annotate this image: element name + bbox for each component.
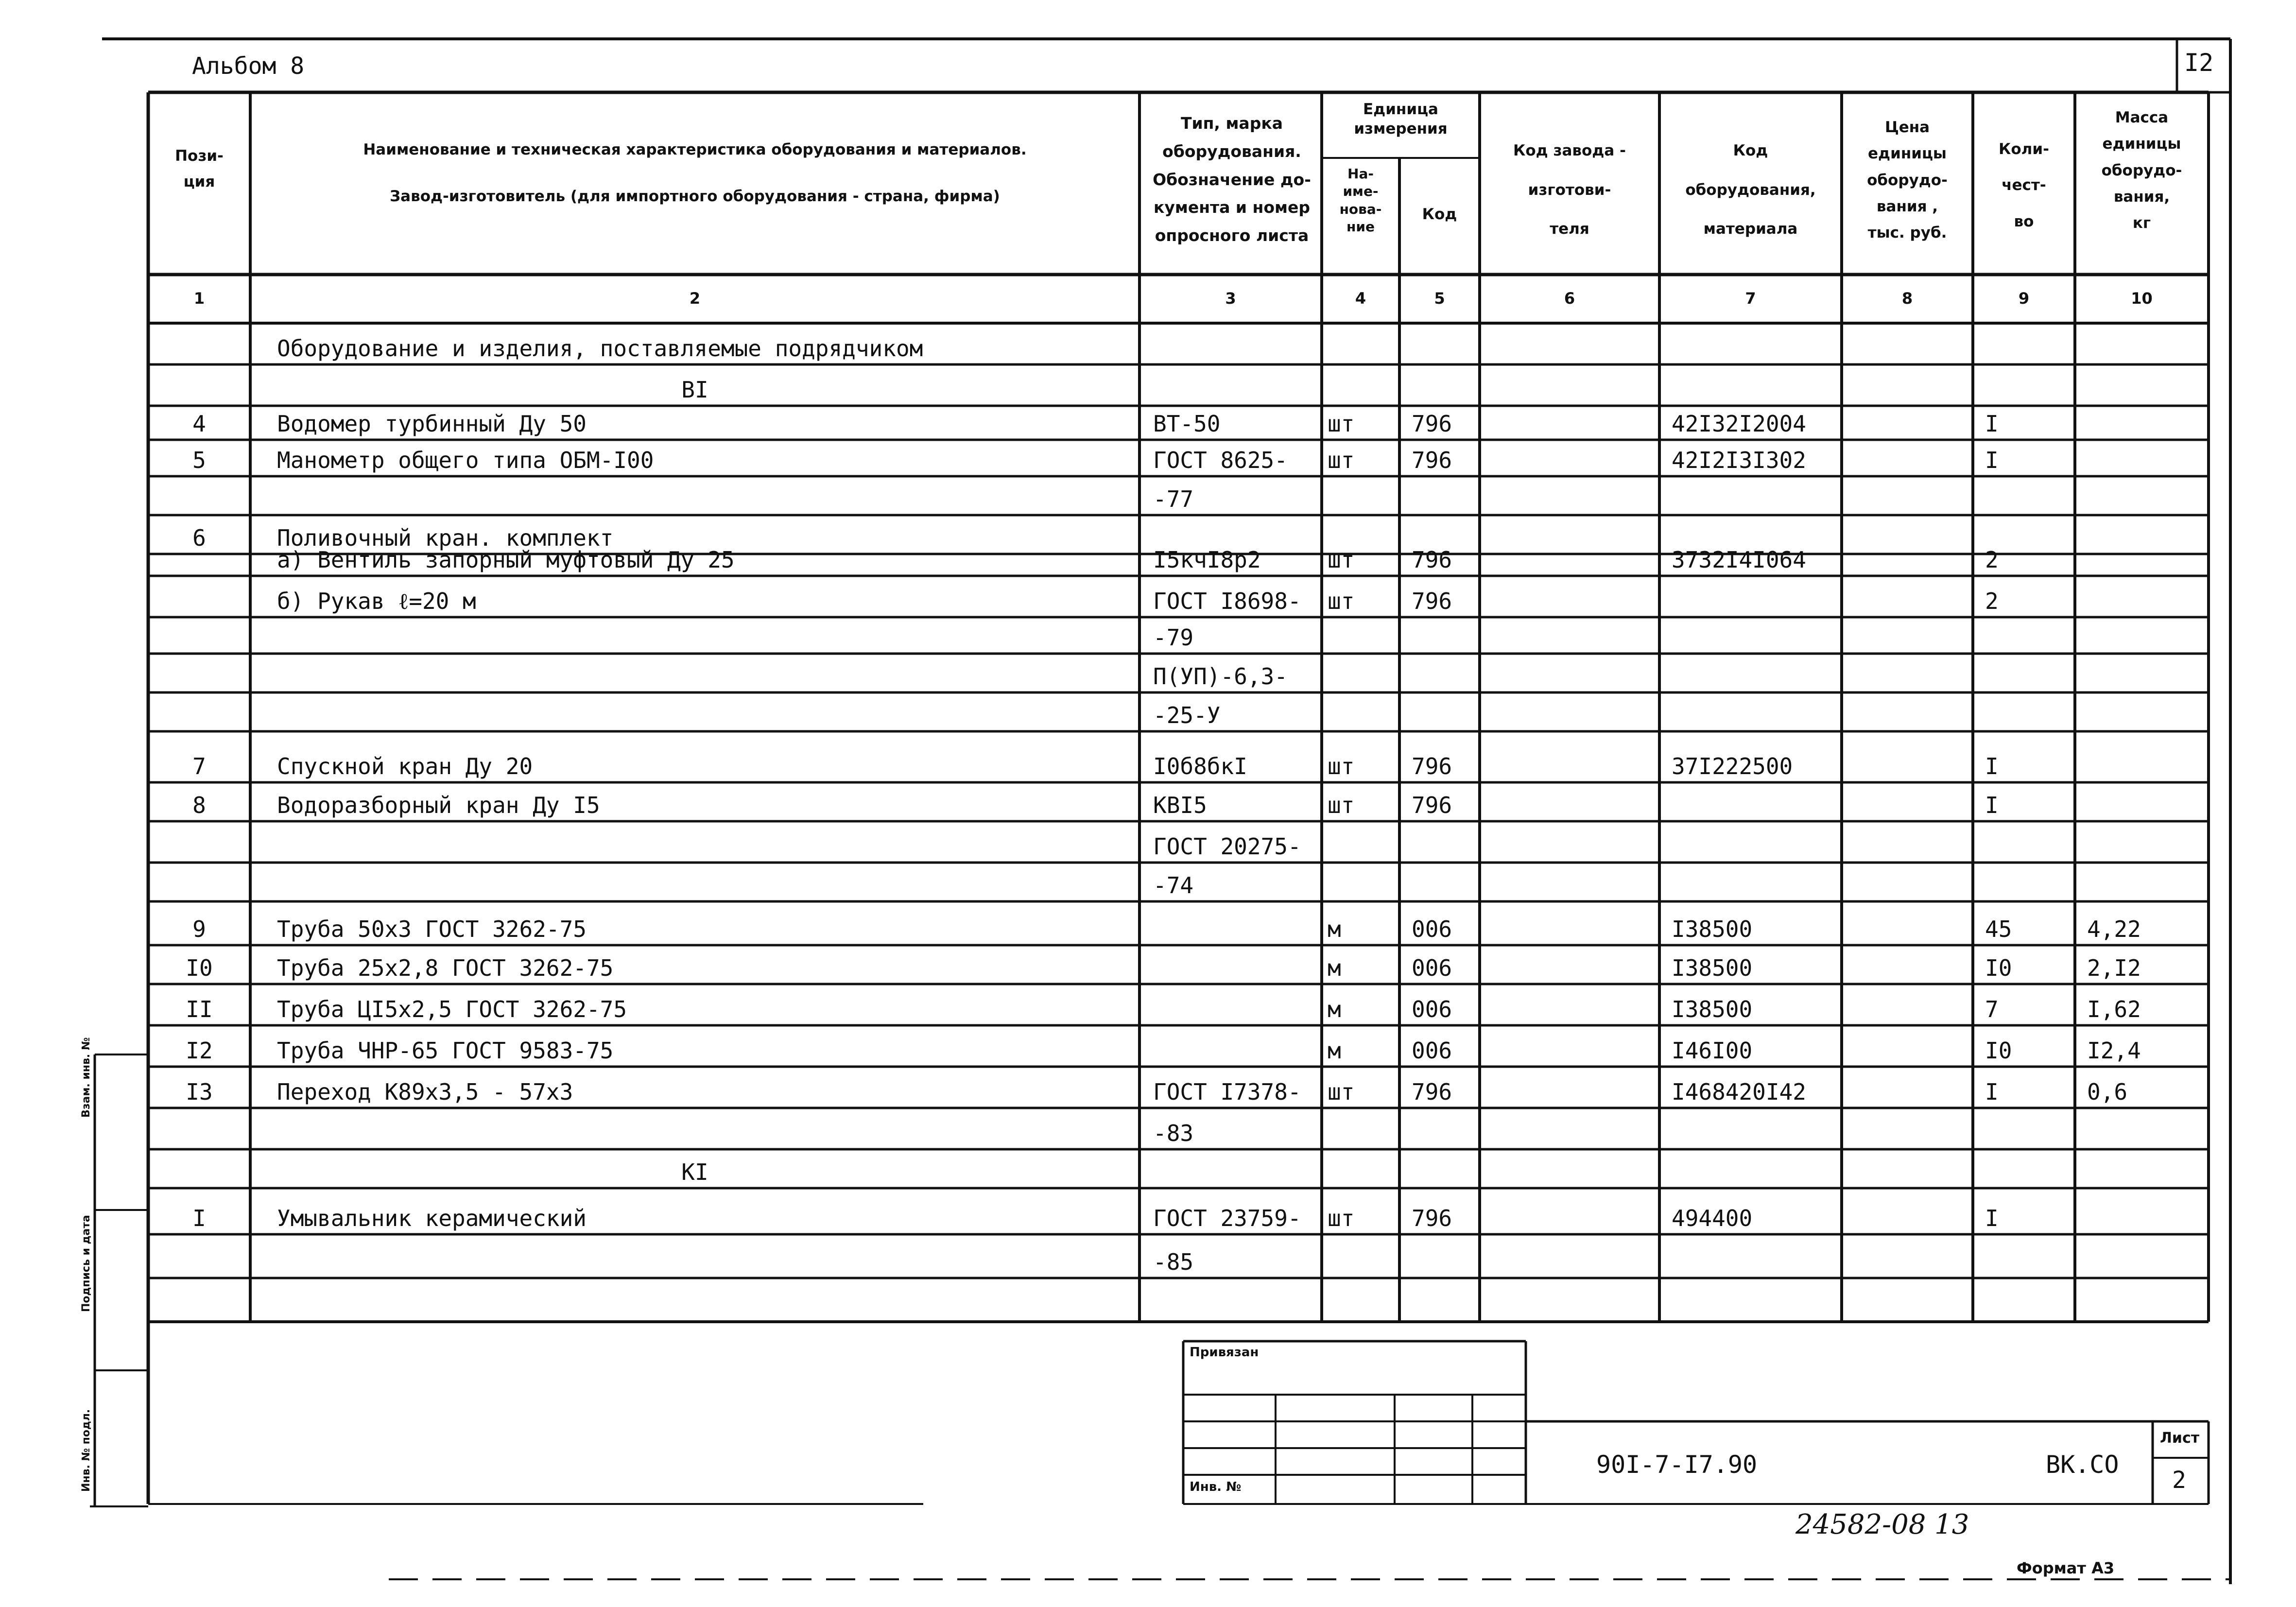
- cell-unit: шт: [1328, 1079, 1355, 1105]
- cell-code: 006: [1412, 916, 1452, 942]
- cell-name: Труба ЧНР-65 ГОСТ 9583-75: [277, 1037, 614, 1064]
- cell-name: Водоразборный кран Ду I5: [277, 792, 600, 818]
- cell-name: Манометр общего типа ОБМ-I00: [277, 447, 654, 473]
- cell-pos: 7: [192, 753, 206, 779]
- header-factory-code: Код завода - изготови- теля: [1513, 142, 1626, 238]
- cell-mass: 2,I2: [2087, 955, 2141, 981]
- cell-type: ВТ-50: [1153, 411, 1221, 437]
- cell-mass: I,62: [2087, 996, 2141, 1022]
- cell-equip: 494400: [1672, 1205, 1753, 1231]
- cell-qty: I: [1985, 1079, 1999, 1105]
- cell-unit: м: [1328, 996, 1341, 1022]
- cell-equip: 42I32I2004: [1672, 411, 1806, 437]
- cell-name: Труба 50x3 ГОСТ 3262-75: [277, 916, 587, 942]
- column-number: 9: [2018, 289, 2030, 308]
- cell-type: ГОСТ 20275-: [1153, 833, 1301, 860]
- cell-type: I5кчI8р2: [1153, 547, 1261, 573]
- cell-pos: 6: [192, 525, 206, 551]
- cell-pos: I2: [186, 1037, 213, 1064]
- cell-name: KI: [681, 1159, 708, 1185]
- section-code: ВК.СО: [2046, 1451, 2119, 1479]
- header-unit-group: Единица измерения: [1354, 101, 1448, 138]
- cell-name: Умывальник керамический: [277, 1205, 587, 1231]
- column-number: 6: [1564, 289, 1575, 308]
- cell-pos: I: [192, 1205, 206, 1231]
- header-unit-code: Код: [1422, 206, 1457, 223]
- column-number: 5: [1434, 289, 1445, 308]
- cell-name: Спускной кран Ду 20: [277, 753, 533, 779]
- format-label: Формат А3: [2017, 1559, 2115, 1577]
- header-unit-name: На- име- нова- ние: [1339, 166, 1382, 235]
- cell-qty: I0: [1985, 955, 2012, 981]
- sheet-number: 2: [2172, 1467, 2186, 1494]
- cell-code: 006: [1412, 1037, 1452, 1064]
- cell-qty: I: [1985, 792, 1999, 818]
- cell-code: 006: [1412, 996, 1452, 1022]
- sheet-label: Лист: [2160, 1430, 2200, 1447]
- cell-type: -85: [1153, 1249, 1194, 1275]
- cell-qty: I: [1985, 753, 1999, 779]
- header-quantity: Коли- чест- во: [1999, 140, 2049, 230]
- cell-type: -83: [1153, 1120, 1194, 1146]
- cell-name: Водомер турбинный Ду 50: [277, 411, 587, 437]
- cell-name: Переход К89x3,5 - 57x3: [277, 1079, 573, 1105]
- cell-code: 796: [1412, 792, 1452, 818]
- cell-type: ГОСТ I8698-: [1153, 588, 1301, 614]
- handwritten-number: 24582-08 13: [1795, 1509, 1969, 1540]
- cell-pos: 9: [192, 916, 206, 942]
- cell-type: -74: [1153, 872, 1194, 899]
- column-number: 10: [2131, 289, 2153, 308]
- cell-qty: 7: [1985, 996, 1999, 1022]
- cell-code: 796: [1412, 588, 1452, 614]
- cell-code: 796: [1412, 1079, 1452, 1105]
- cell-name: Труба 25x2,8 ГОСТ 3262-75: [277, 955, 614, 981]
- album-label: Альбом 8: [192, 52, 305, 80]
- cell-type: -79: [1153, 624, 1194, 651]
- cell-qty: I: [1985, 411, 1999, 437]
- cell-code: 006: [1412, 955, 1452, 981]
- column-number: 3: [1225, 289, 1236, 308]
- cell-equip: 37I222500: [1672, 753, 1793, 779]
- cell-type: ГОСТ I7378-: [1153, 1079, 1301, 1105]
- cell-unit: м: [1328, 1037, 1341, 1064]
- cell-type: ГОСТ 23759-: [1153, 1205, 1301, 1231]
- cell-equip: I38500: [1672, 955, 1753, 981]
- inventory-number-label: Инв. №: [1190, 1480, 1242, 1494]
- cell-qty: I0: [1985, 1037, 2012, 1064]
- column-number: 4: [1355, 289, 1366, 308]
- cell-type: -77: [1153, 486, 1194, 512]
- cell-unit: шт: [1328, 1205, 1355, 1231]
- cell-name: BI: [681, 377, 708, 403]
- cell-pos: II: [186, 996, 213, 1022]
- column-number: 8: [1901, 289, 1913, 308]
- cell-mass: I2,4: [2087, 1037, 2141, 1064]
- cell-unit: шт: [1328, 588, 1355, 614]
- cell-name: а) Вентиль запорный муфтовый Ду 25: [277, 547, 735, 573]
- side-stamp-original: Инв. № подл.: [80, 1409, 92, 1492]
- cell-qty: I: [1985, 447, 1999, 473]
- cell-code: 796: [1412, 447, 1452, 473]
- cell-qty: 2: [1985, 588, 1999, 614]
- cell-type: -25-У: [1153, 702, 1221, 728]
- column-number: 1: [193, 289, 205, 308]
- cell-unit: м: [1328, 916, 1341, 942]
- cell-unit: м: [1328, 955, 1341, 981]
- cell-qty: I: [1985, 1205, 1999, 1231]
- cell-equip: I38500: [1672, 996, 1753, 1022]
- cell-code: 796: [1412, 411, 1452, 437]
- cell-equip: 42I2I3I302: [1672, 447, 1806, 473]
- cell-qty: 45: [1985, 916, 2012, 942]
- document-code: 90I-7-I7.90: [1596, 1451, 1758, 1479]
- cell-unit: шт: [1328, 753, 1355, 779]
- side-stamp-inventory: Взам. инв. №: [80, 1037, 92, 1118]
- header-unit-mass: Масса единицы оборудо- вания, кг: [2101, 109, 2182, 232]
- cell-name: б) Рукав ℓ=20 м: [277, 588, 476, 614]
- bound-label: Привязан: [1190, 1345, 1259, 1360]
- cell-unit: шт: [1328, 411, 1355, 437]
- cell-unit: шт: [1328, 547, 1355, 573]
- cell-type: I0б8бкI: [1153, 753, 1247, 779]
- cell-type: ГОСТ 8625-: [1153, 447, 1288, 473]
- cell-name: Поливочный кран. комплект: [277, 525, 614, 551]
- header-position: Пози- ция: [175, 147, 224, 190]
- cell-pos: 8: [192, 792, 206, 818]
- cell-name: Оборудование и изделия, поставляемые подрядчиком: [277, 335, 923, 362]
- page-corner-number: I2: [2184, 49, 2214, 77]
- cell-equip: I38500: [1672, 916, 1753, 942]
- side-stamp-signature: Подпись и дата: [80, 1215, 92, 1312]
- cell-unit: шт: [1328, 447, 1355, 473]
- cell-pos: 5: [192, 447, 206, 473]
- cell-name: Труба ЦI5x2,5 ГОСТ 3262-75: [277, 996, 627, 1022]
- cell-mass: 4,22: [2087, 916, 2141, 942]
- cell-type: П(УП)-6,3-: [1153, 663, 1288, 690]
- header-unit-price: Цена единицы оборудо- вания , тыс. руб.: [1867, 119, 1948, 242]
- cell-code: 796: [1412, 1205, 1452, 1231]
- cell-code: 796: [1412, 753, 1452, 779]
- cell-pos: I0: [186, 955, 213, 981]
- cell-mass: 0,6: [2087, 1079, 2128, 1105]
- cell-equip: I46I00: [1672, 1037, 1753, 1064]
- header-type: Тип, марка оборудования. Обозначение до- кумента и номер опросного листа: [1153, 114, 1311, 245]
- cell-code: 796: [1412, 547, 1452, 573]
- column-number: 7: [1745, 289, 1756, 308]
- cell-pos: 4: [192, 411, 206, 437]
- header-name-line2: Завод-изготовитель (для импортного оборудования - страна, фирма): [390, 188, 1000, 205]
- cell-equip: I468420I42: [1672, 1079, 1806, 1105]
- column-number: 2: [689, 289, 701, 308]
- header-equipment-code: Код оборудования, материала: [1685, 142, 1816, 238]
- cell-pos: I3: [186, 1079, 213, 1105]
- header-name-line1: Наименование и техническая характеристика оборудования и материалов.: [363, 141, 1027, 158]
- cell-equip: 3732I4I064: [1672, 547, 1806, 573]
- cell-qty: 2: [1985, 547, 1999, 573]
- cell-unit: шт: [1328, 792, 1355, 818]
- cell-type: КВI5: [1153, 792, 1207, 818]
